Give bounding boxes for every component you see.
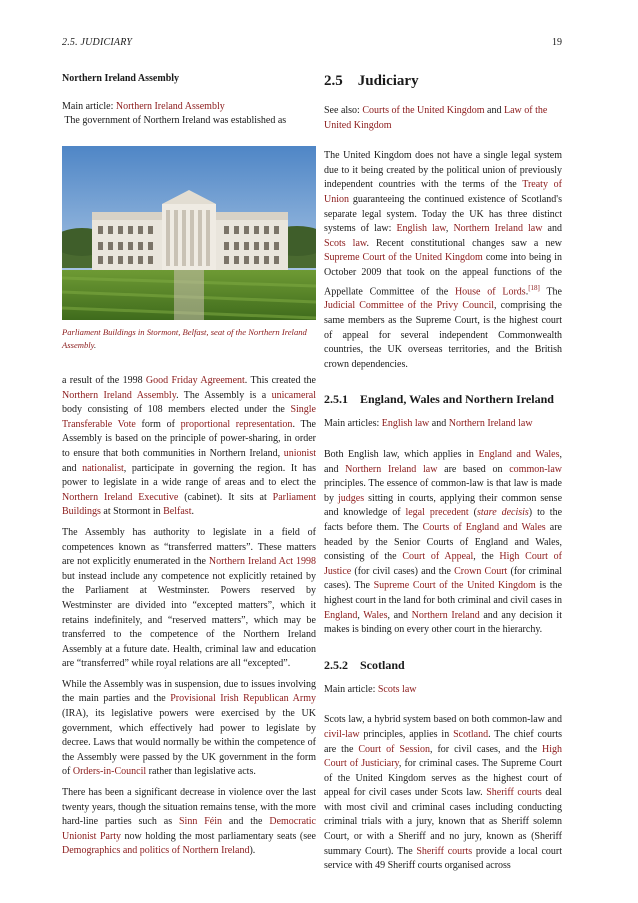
- intro-line: The government of Northern Ireland was established as: [62, 115, 287, 126]
- text-link[interactable]: Treaty of Union: [324, 179, 563, 205]
- text-link[interactable]: judges: [338, 492, 365, 504]
- text-run: , for criminal cases. The Supreme Court of the United Kingdom serves as the highest court of appeal for civil cases under Scots law.: [324, 758, 562, 799]
- paragraph: [324, 448, 562, 638]
- text-link[interactable]: Judicial Committee of the Privy Council: [324, 300, 495, 312]
- text-run: , participate in governing the region. It has power to legislate in a wide range of areas and to elect the: [62, 462, 316, 489]
- caption-end: .: [93, 340, 97, 350]
- text-run: principles, applies in: [359, 728, 454, 740]
- text-run: See also:: [324, 105, 363, 116]
- text-link[interactable]: Single Transferable Vote: [62, 404, 316, 430]
- text-run: and: [542, 223, 562, 235]
- text-run: , the: [473, 551, 500, 563]
- text-run: is the highest court in the land for both criminal and civil cases in: [324, 580, 563, 606]
- text-link[interactable]: nationalist: [82, 462, 124, 474]
- text-run: ,: [445, 223, 454, 235]
- text-run: are headed by the Senior Courts of England and Wales, consisting of the: [324, 521, 562, 563]
- text-link[interactable]: unionist: [283, 447, 316, 459]
- text-run: , comprising the same members as the Supreme Court, is the highest court of appeal for several independent Commonwealth countries, the UK overseas territories, and the British crown dependencies.: [324, 300, 562, 370]
- paragraph: [62, 374, 316, 520]
- text-run: a result of the 1998: [62, 375, 146, 386]
- text-run: but instead include any competence not explicitly retained by the Parliament at Westminster. Powers reserved by Westminster are divided into “excepted matters”, which it retains indefinitely, and “reserved matters”, which may be transferred to the competence of the Northern Ireland Assembly at a future date. Health, criminal law and education are “transferred” while royal relations are all “excepted”.: [62, 570, 316, 670]
- paragraph: [324, 713, 562, 874]
- text-link[interactable]: High Court of Justice: [324, 551, 563, 577]
- subsection-title: Scotland: [360, 657, 405, 672]
- text-run: .: [525, 285, 529, 297]
- subsection-number: 2.5.1: [324, 392, 348, 407]
- text-link[interactable]: Northern Ireland Act 1998: [208, 556, 316, 568]
- text-run: form of: [135, 418, 181, 430]
- text-run: are based on: [437, 463, 510, 475]
- text-link[interactable]: Sheriff courts: [486, 787, 542, 799]
- text-run: (for civil cases) and the: [351, 565, 455, 577]
- caption-link[interactable]: Parliament Buildings in Stormont, Belfast, seat of the Northern Ireland Assembly: [62, 327, 307, 350]
- text-link[interactable]: Sheriff courts: [416, 845, 473, 857]
- text-link[interactable]: Court of Appeal: [402, 551, 474, 563]
- section-title: Judiciary: [357, 73, 419, 89]
- section-number: 2.5: [324, 73, 343, 89]
- text-run: ).: [249, 845, 256, 857]
- text-run: (: [468, 507, 477, 519]
- text-link[interactable]: Provisional Irish Republican Army: [170, 693, 316, 705]
- text-link[interactable]: Courts of the United Kingdom: [362, 105, 485, 116]
- page-number: 19: [552, 37, 562, 48]
- text-run: (IRA), its legislative powers were exercised by the UK government, which effectively had power to legislate by decree. Laws that would normally be within the competence of the Assembly were passed by the UK government in the form of: [62, 708, 316, 778]
- text-run: Scots law, a hybrid system based on both common-law and: [324, 714, 562, 726]
- text-link[interactable]: Law of the United Kingdom: [324, 105, 548, 131]
- text-link[interactable]: Northern Ireland: [411, 609, 480, 621]
- text-run: rather than legislative acts.: [146, 766, 256, 778]
- text-run: and: [484, 105, 504, 116]
- text-run: There has been a significant decrease in violence over the last twenty years, though the situation remains tense, with the more hard-line parties such as: [62, 787, 316, 828]
- text-link[interactable]: Sinn Féin: [179, 816, 223, 828]
- text-link[interactable]: Wales: [363, 609, 388, 621]
- text-run: and: [62, 462, 83, 474]
- text-run: . Recent constitutional changes saw a new: [366, 237, 563, 249]
- main-articles-note: [324, 417, 562, 432]
- text-run: , and: [324, 449, 562, 475]
- text-link[interactable]: Court of Session: [358, 743, 430, 755]
- right-column: [324, 72, 562, 874]
- text-link[interactable]: unicameral: [271, 389, 316, 401]
- text-run: . This created the: [244, 375, 316, 386]
- text-run: (for criminal cases). The: [324, 565, 562, 592]
- citation-link[interactable]: [18]: [528, 283, 540, 292]
- text-link[interactable]: common-law: [509, 463, 562, 475]
- text-run: deal with most civil and criminal cases including conducting criminal trials with a jury, known that as Sheriff solemn Court, or with a Sheriff and no jury, known as (Sheriff summary Court). The: [324, 787, 563, 857]
- text-link[interactable]: legal precedent: [405, 507, 469, 519]
- text-link[interactable]: Scots law: [377, 683, 417, 695]
- text-link[interactable]: Orders-in-Council: [72, 766, 147, 778]
- text-link[interactable]: House of Lords: [454, 285, 526, 297]
- text-run: The United Kingdom does not have a single legal system due to it being created by the political union of previously independent countries with the terms of the: [324, 150, 562, 191]
- main-article-note: [62, 100, 316, 114]
- left-column: [62, 72, 316, 859]
- text-run: provide a local court service with 49 Sheriff courts organised across: [324, 845, 563, 872]
- text-run: sitting in courts, applying their common sense and knowledge of: [324, 492, 563, 519]
- figure-caption: [62, 326, 316, 352]
- text-link[interactable]: Scots law: [324, 237, 367, 249]
- text-link[interactable]: Supreme Court of the United Kingdom: [373, 580, 536, 592]
- text-run: , and: [387, 609, 412, 621]
- text-run: .: [191, 506, 194, 518]
- text-link[interactable]: English law: [396, 223, 446, 235]
- text-link[interactable]: Northern Ireland law: [453, 223, 543, 235]
- text-run: and: [429, 418, 449, 430]
- text-run: principles. The essence of common-law is that law is made by: [324, 478, 562, 504]
- text-run: at Stormont in: [100, 506, 164, 518]
- text-link[interactable]: Scotland: [453, 728, 489, 740]
- paragraph: [62, 526, 316, 672]
- subsection-heading: [324, 392, 562, 407]
- text-run: . The Assembly is a: [176, 389, 272, 401]
- text-link[interactable]: High Court of Justiciary: [324, 743, 563, 770]
- text-run: Main article:: [324, 683, 378, 695]
- text-run: Both English law, which applies in: [324, 449, 479, 461]
- text-link[interactable]: Parliament Buildings: [62, 491, 316, 518]
- text-run: While the Assembly was in suspension, due to issues involving the main parties and the: [62, 678, 316, 705]
- main-article-prefix: Main article:: [62, 101, 116, 112]
- text-link[interactable]: English law: [381, 418, 430, 430]
- subsection-number: 2.5.2: [324, 657, 348, 672]
- text-link[interactable]: England and Wales: [478, 449, 560, 461]
- text-run: body consisting of 108 members elected under the: [62, 404, 291, 416]
- text-run: ,: [357, 609, 364, 621]
- text-run: ) to the facts before them. The: [324, 507, 563, 533]
- text-link[interactable]: civil-law: [324, 728, 360, 740]
- text-link[interactable]: proportional representation: [180, 418, 293, 430]
- see-also-note: [324, 104, 562, 133]
- subsection-title: England, Wales and Northern Ireland: [360, 392, 554, 407]
- text-run: , for civil cases, and the: [430, 743, 543, 755]
- text-link[interactable]: Democratic Unionist Party: [62, 816, 316, 842]
- text-run: The Assembly has authority to legislate in a field of competences known as “transferred matters”. These matters are not explicitly enumerated in the: [62, 526, 316, 568]
- parliament-building-image: [62, 146, 316, 320]
- text-run: . The chief courts are the: [324, 728, 562, 755]
- text-run: Main articles:: [324, 418, 382, 430]
- text-link[interactable]: stare decisis: [477, 507, 529, 519]
- main-article-note: [324, 683, 562, 698]
- text-link[interactable]: Northern Ireland Executive: [62, 491, 179, 503]
- subsection-heading: Northern Ireland Assembly: [62, 73, 180, 84]
- paragraph: [62, 678, 316, 780]
- text-run: The: [539, 285, 562, 297]
- text-run: come into being in October 2009 that took on the appeal functions of the Appellate Committee of the: [324, 252, 562, 297]
- main-article-link[interactable]: Northern Ireland Assembly: [115, 101, 225, 112]
- text-run: . The Assembly is based on the principle of power-sharing, in order to ensure that both communities in Northern Ireland,: [62, 418, 316, 459]
- text-link[interactable]: Crown Court: [454, 565, 508, 577]
- stormont-photo: [62, 146, 316, 320]
- text-run: and the: [222, 816, 270, 828]
- text-run: (cabinet). It sits at: [178, 491, 273, 503]
- text-run: and any decision it makes is binding on every other court in the hierarchy.: [324, 609, 562, 636]
- text-link[interactable]: Courts of England and Wales: [422, 521, 546, 533]
- paragraph: [324, 149, 562, 372]
- section-heading: [324, 72, 562, 90]
- paragraph: [62, 786, 316, 859]
- subsection-heading: [324, 658, 562, 673]
- text-run: now holding the most parliamentary seats (see: [121, 830, 316, 842]
- text-link[interactable]: Belfast: [163, 506, 192, 518]
- text-link[interactable]: Northern Ireland Assembly: [62, 389, 177, 401]
- text-link[interactable]: Northern Ireland law: [448, 418, 533, 430]
- text-link[interactable]: England: [324, 609, 358, 621]
- running-header: 2.5. JUDICIARY: [62, 37, 133, 48]
- text-link[interactable]: Supreme Court of the United Kingdom: [324, 252, 483, 264]
- text-link[interactable]: Good Friday Agreement: [145, 375, 245, 386]
- text-link[interactable]: Demographics and politics of Northern Ireland: [62, 845, 250, 857]
- text-run: guaranteeing the continued existence of Scotland's separate legal system. Today the UK has three distinct systems of law:: [324, 193, 562, 235]
- text-link[interactable]: Northern Ireland law: [345, 463, 438, 475]
